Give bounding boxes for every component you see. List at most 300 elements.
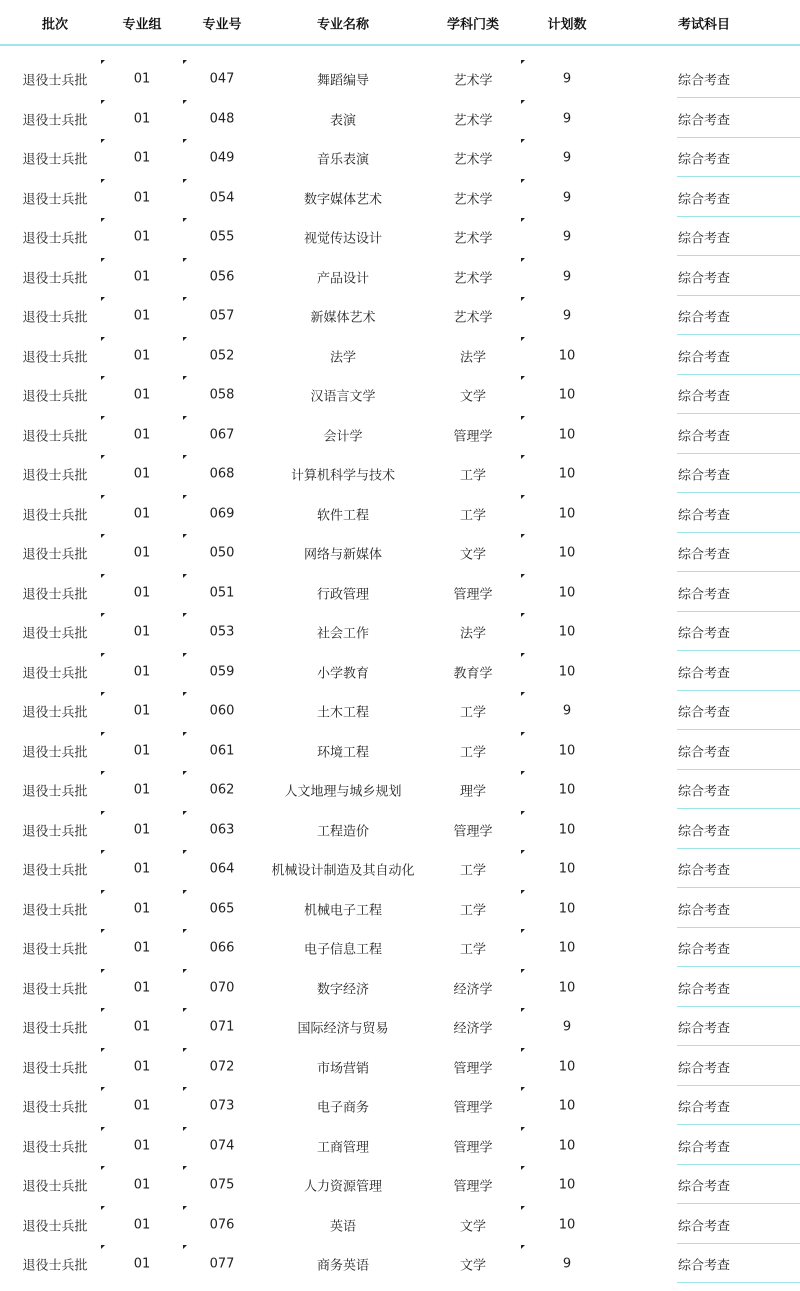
cell-plan: 10 (558, 743, 576, 758)
cell-major-name: 汉语言文学 (310, 389, 376, 405)
cell-group: 01 (133, 1059, 151, 1074)
cell-corner-marker (183, 139, 187, 143)
cell-plan: 10 (558, 466, 576, 482)
cell-plan: 10 (558, 348, 576, 363)
cell-major-code: 074 (209, 1138, 235, 1153)
row-divider (677, 295, 800, 296)
cell-major-name: 国际经济与贸易 (297, 1021, 389, 1037)
cell-corner-marker (183, 574, 187, 578)
cell-subject: 综合考查 (677, 468, 731, 484)
row-divider (677, 650, 800, 651)
cell-plan: 9 (562, 150, 572, 166)
cell-category: 艺术学 (453, 310, 493, 326)
cell-subject: 综合考查 (677, 508, 731, 523)
cell-major-code: 070 (209, 980, 235, 995)
cell-corner-marker (521, 337, 525, 341)
table-row (0, 139, 800, 179)
cell-plan: 10 (558, 1177, 576, 1193)
cell-major-name: 视觉传达设计 (303, 231, 383, 247)
cell-corner-marker (521, 179, 525, 183)
cell-plan: 10 (558, 545, 576, 561)
cell-corner-marker (183, 258, 187, 262)
cell-batch: 退役士兵批 (22, 1219, 88, 1234)
cell-corner-marker (101, 732, 105, 736)
table-row (0, 732, 800, 772)
cell-group: 01 (133, 1177, 151, 1193)
cell-major-name: 表演 (329, 113, 357, 128)
cell-subject: 综合考查 (677, 1061, 731, 1076)
cell-corner-marker (101, 771, 105, 775)
cell-major-name: 电子信息工程 (303, 942, 383, 958)
cell-corner-marker (183, 1206, 187, 1210)
cell-plan: 10 (558, 664, 576, 679)
cell-major-name: 行政管理 (316, 587, 370, 602)
cell-category: 艺术学 (453, 73, 493, 89)
cell-major-name: 小学教育 (316, 666, 370, 681)
cell-group: 01 (133, 229, 151, 245)
cell-corner-marker (101, 929, 105, 933)
table-row (0, 653, 800, 693)
cell-category: 管理学 (453, 587, 493, 602)
cell-corner-marker (521, 890, 525, 894)
cell-batch: 退役士兵批 (22, 903, 88, 918)
header-plan: 计划数 (547, 17, 587, 33)
cell-corner-marker (101, 100, 105, 104)
cell-major-code: 056 (209, 269, 235, 284)
cell-corner-marker (183, 534, 187, 538)
cell-corner-marker (521, 1127, 525, 1131)
cell-category: 工学 (459, 468, 487, 484)
cell-batch: 退役士兵批 (22, 231, 88, 247)
row-divider (677, 413, 800, 414)
cell-batch: 退役士兵批 (22, 1179, 88, 1195)
cell-group: 01 (133, 901, 151, 916)
cell-major-name: 机械设计制造及其自动化 (271, 863, 415, 879)
cell-subject: 综合考查 (677, 587, 731, 602)
cell-subject: 综合考查 (677, 824, 731, 839)
row-divider (677, 611, 800, 612)
cell-group: 01 (133, 1217, 151, 1232)
cell-category: 文学 (459, 389, 487, 405)
cell-plan: 9 (562, 111, 572, 126)
cell-subject: 综合考查 (677, 1258, 731, 1274)
cell-batch: 退役士兵批 (22, 429, 88, 444)
cell-subject: 综合考查 (677, 705, 731, 721)
row-divider (677, 1006, 800, 1007)
cell-major-name: 数字媒体艺术 (303, 192, 383, 207)
cell-category: 艺术学 (453, 231, 493, 247)
cell-group: 01 (133, 1256, 151, 1272)
cell-batch: 退役士兵批 (22, 192, 88, 207)
cell-major-code: 071 (209, 1019, 235, 1035)
cell-group: 01 (133, 624, 151, 640)
cell-group: 01 (133, 703, 151, 719)
table-row (0, 1245, 800, 1285)
cell-corner-marker (521, 1166, 525, 1170)
cell-subject: 综合考查 (677, 113, 731, 128)
cell-subject: 综合考查 (677, 1021, 731, 1037)
cell-plan: 9 (562, 269, 572, 284)
cell-batch: 退役士兵批 (22, 942, 88, 958)
cell-plan: 9 (562, 229, 572, 245)
cell-corner-marker (521, 692, 525, 696)
cell-corner-marker (521, 218, 525, 222)
cell-major-name: 人文地理与城乡规划 (284, 784, 402, 800)
cell-subject: 综合考查 (677, 666, 731, 681)
row-divider (677, 334, 800, 335)
cell-group: 01 (133, 387, 151, 403)
header-batch: 批次 (41, 17, 69, 33)
cell-corner-marker (183, 850, 187, 854)
cell-major-name: 人力资源管理 (303, 1179, 383, 1195)
table-row (0, 1087, 800, 1127)
cell-category: 艺术学 (453, 152, 493, 168)
cell-batch: 退役士兵批 (22, 73, 88, 89)
cell-corner-marker (183, 653, 187, 657)
cell-major-code: 065 (209, 901, 235, 916)
cell-major-code: 047 (209, 71, 235, 87)
table-row (0, 495, 800, 535)
cell-corner-marker (183, 1245, 187, 1249)
cell-plan: 10 (558, 901, 576, 916)
row-divider (677, 1203, 800, 1204)
cell-corner-marker (521, 297, 525, 301)
cell-group: 01 (133, 308, 151, 324)
cell-corner-marker (183, 376, 187, 380)
cell-corner-marker (101, 653, 105, 657)
cell-corner-marker (521, 653, 525, 657)
cell-corner-marker (183, 337, 187, 341)
cell-category: 法学 (459, 626, 487, 642)
table-row (0, 890, 800, 930)
cell-corner-marker (101, 218, 105, 222)
cell-corner-marker (183, 1166, 187, 1170)
cell-plan: 10 (558, 427, 576, 442)
cell-group: 01 (133, 545, 151, 561)
table-row (0, 60, 800, 100)
table-row (0, 337, 800, 377)
cell-corner-marker (101, 692, 105, 696)
cell-corner-marker (101, 1127, 105, 1131)
table-row (0, 297, 800, 337)
cell-corner-marker (101, 1008, 105, 1012)
header-major-name: 专业名称 (316, 17, 370, 33)
cell-major-code: 073 (209, 1098, 235, 1114)
cell-corner-marker (521, 455, 525, 459)
cell-major-code: 061 (209, 743, 235, 758)
table-row (0, 1048, 800, 1088)
cell-group: 01 (133, 150, 151, 166)
cell-major-code: 075 (209, 1177, 235, 1193)
cell-corner-marker (101, 1087, 105, 1091)
cell-category: 文学 (459, 1219, 487, 1234)
cell-category: 艺术学 (453, 113, 493, 128)
table-row (0, 179, 800, 219)
cell-plan: 10 (558, 822, 576, 837)
cell-major-name: 产品设计 (316, 271, 370, 286)
cell-major-code: 077 (209, 1256, 235, 1272)
cell-plan: 10 (558, 506, 576, 521)
cell-plan: 10 (558, 940, 576, 956)
row-divider (677, 729, 800, 730)
cell-major-code: 064 (209, 861, 235, 877)
table-row (0, 574, 800, 614)
cell-major-code: 068 (209, 466, 235, 482)
cell-major-name: 商务英语 (316, 1258, 370, 1274)
cell-subject: 综合考查 (677, 942, 731, 958)
cell-major-name: 机械电子工程 (303, 903, 383, 918)
cell-batch: 退役士兵批 (22, 389, 88, 405)
cell-corner-marker (521, 60, 525, 64)
cell-plan: 9 (562, 703, 572, 719)
table-row (0, 850, 800, 890)
cell-group: 01 (133, 269, 151, 284)
cell-corner-marker (183, 1008, 187, 1012)
cell-category: 工学 (459, 745, 487, 760)
cell-major-code: 058 (209, 387, 235, 403)
cell-batch: 退役士兵批 (22, 152, 88, 168)
cell-batch: 退役士兵批 (22, 468, 88, 484)
cell-subject: 综合考查 (677, 152, 731, 168)
cell-subject: 综合考查 (677, 271, 731, 286)
table-row (0, 969, 800, 1009)
cell-plan: 9 (562, 190, 572, 205)
cell-major-name: 数字经济 (316, 982, 370, 997)
row-divider (677, 1085, 800, 1086)
row-divider (677, 966, 800, 967)
cell-category: 工学 (459, 942, 487, 958)
cell-corner-marker (521, 1008, 525, 1012)
cell-major-code: 049 (209, 150, 235, 166)
cell-corner-marker (101, 1048, 105, 1052)
cell-plan: 10 (558, 861, 576, 877)
cell-corner-marker (101, 376, 105, 380)
cell-group: 01 (133, 111, 151, 126)
cell-corner-marker (521, 732, 525, 736)
row-divider (677, 453, 800, 454)
cell-major-code: 062 (209, 782, 235, 798)
cell-corner-marker (521, 495, 525, 499)
cell-major-name: 英语 (329, 1219, 357, 1234)
table-row (0, 218, 800, 258)
table-row (0, 416, 800, 456)
cell-plan: 10 (558, 1138, 576, 1153)
cell-group: 01 (133, 861, 151, 877)
table-row (0, 376, 800, 416)
cell-major-code: 076 (209, 1217, 235, 1232)
cell-corner-marker (101, 258, 105, 262)
cell-corner-marker (101, 139, 105, 143)
cell-subject: 综合考查 (677, 547, 731, 563)
row-divider (677, 927, 800, 928)
cell-corner-marker (183, 969, 187, 973)
cell-major-code: 057 (209, 308, 235, 324)
row-divider (677, 532, 800, 533)
cell-group: 01 (133, 348, 151, 363)
cell-plan: 10 (558, 980, 576, 995)
cell-major-code: 055 (209, 229, 235, 245)
cell-corner-marker (183, 929, 187, 933)
cell-corner-marker (183, 495, 187, 499)
cell-group: 01 (133, 782, 151, 798)
cell-subject: 综合考查 (677, 982, 731, 997)
cell-category: 管理学 (453, 1140, 493, 1155)
row-divider (677, 97, 800, 98)
cell-plan: 10 (558, 1217, 576, 1232)
table-row (0, 100, 800, 140)
cell-major-name: 计算机科学与技术 (290, 468, 396, 484)
row-divider (677, 1243, 800, 1244)
cell-corner-marker (521, 100, 525, 104)
cell-group: 01 (133, 585, 151, 600)
cell-corner-marker (101, 179, 105, 183)
cell-group: 01 (133, 1098, 151, 1114)
cell-corner-marker (521, 1087, 525, 1091)
cell-subject: 综合考查 (677, 231, 731, 247)
cell-category: 工学 (459, 705, 487, 721)
cell-group: 01 (133, 190, 151, 205)
cell-category: 管理学 (453, 1179, 493, 1195)
cell-corner-marker (521, 929, 525, 933)
cell-subject: 综合考查 (677, 745, 731, 760)
cell-subject: 综合考查 (677, 389, 731, 405)
cell-category: 理学 (459, 784, 487, 800)
cell-subject: 综合考查 (677, 903, 731, 918)
cell-batch: 退役士兵批 (22, 982, 88, 997)
cell-category: 经济学 (453, 982, 493, 997)
cell-corner-marker (183, 455, 187, 459)
cell-group: 01 (133, 466, 151, 482)
cell-category: 工学 (459, 863, 487, 879)
cell-corner-marker (101, 613, 105, 617)
row-divider (677, 690, 800, 691)
cell-group: 01 (133, 940, 151, 956)
cell-category: 艺术学 (453, 192, 493, 207)
cell-subject: 综合考查 (677, 429, 731, 444)
cell-major-name: 舞蹈编导 (316, 73, 370, 89)
cell-subject: 综合考查 (677, 1219, 731, 1234)
cell-category: 管理学 (453, 1100, 493, 1116)
cell-batch: 退役士兵批 (22, 626, 88, 642)
cell-plan: 10 (558, 1098, 576, 1114)
cell-major-code: 054 (209, 190, 235, 205)
cell-corner-marker (101, 1245, 105, 1249)
cell-corner-marker (101, 337, 105, 341)
cell-major-name: 市场营销 (316, 1061, 370, 1076)
row-divider (677, 176, 800, 177)
cell-corner-marker (183, 60, 187, 64)
cell-corner-marker (183, 732, 187, 736)
cell-corner-marker (101, 495, 105, 499)
cell-major-name: 会计学 (323, 429, 363, 444)
cell-batch: 退役士兵批 (22, 508, 88, 523)
cell-group: 01 (133, 71, 151, 87)
table-row (0, 613, 800, 653)
cell-major-code: 048 (209, 111, 235, 126)
cell-group: 01 (133, 980, 151, 995)
cell-batch: 退役士兵批 (22, 784, 88, 800)
row-divider (677, 492, 800, 493)
cell-corner-marker (183, 218, 187, 222)
cell-corner-marker (101, 1206, 105, 1210)
cell-major-code: 066 (209, 940, 235, 956)
row-divider (677, 137, 800, 138)
cell-plan: 9 (562, 308, 572, 324)
cell-category: 经济学 (453, 1021, 493, 1037)
cell-major-name: 土木工程 (316, 705, 370, 721)
table-row (0, 1166, 800, 1206)
cell-subject: 综合考查 (677, 626, 731, 642)
header-subject: 考试科目 (677, 17, 731, 33)
cell-group: 01 (133, 664, 151, 679)
cell-subject: 综合考查 (677, 192, 731, 207)
cell-category: 法学 (459, 350, 487, 365)
cell-major-name: 法学 (329, 350, 357, 365)
cell-group: 01 (133, 822, 151, 837)
cell-corner-marker (183, 811, 187, 815)
cell-major-code: 052 (209, 348, 235, 363)
cell-corner-marker (521, 850, 525, 854)
cell-batch: 退役士兵批 (22, 1061, 88, 1076)
cell-corner-marker (101, 811, 105, 815)
cell-major-name: 社会工作 (316, 626, 370, 642)
cell-corner-marker (521, 613, 525, 617)
cell-major-code: 050 (209, 545, 235, 561)
cell-corner-marker (521, 139, 525, 143)
table-row (0, 929, 800, 969)
cell-corner-marker (101, 416, 105, 420)
cell-batch: 退役士兵批 (22, 271, 88, 286)
cell-major-name: 软件工程 (316, 508, 370, 523)
cell-batch: 退役士兵批 (22, 824, 88, 839)
cell-corner-marker (521, 811, 525, 815)
cell-category: 文学 (459, 1258, 487, 1274)
cell-corner-marker (521, 574, 525, 578)
cell-major-code: 051 (209, 585, 235, 600)
cell-corner-marker (183, 297, 187, 301)
cell-major-code: 063 (209, 822, 235, 837)
cell-corner-marker (521, 258, 525, 262)
cell-corner-marker (101, 890, 105, 894)
cell-category: 教育学 (453, 666, 493, 681)
cell-major-name: 网络与新媒体 (303, 547, 383, 563)
table-row (0, 258, 800, 298)
cell-corner-marker (101, 534, 105, 538)
row-divider (677, 1045, 800, 1046)
cell-corner-marker (521, 771, 525, 775)
cell-corner-marker (183, 613, 187, 617)
table-row (0, 1008, 800, 1048)
cell-corner-marker (521, 1048, 525, 1052)
cell-corner-marker (183, 179, 187, 183)
cell-corner-marker (521, 1245, 525, 1249)
cell-corner-marker (521, 534, 525, 538)
cell-corner-marker (183, 692, 187, 696)
cell-plan: 9 (562, 1256, 572, 1272)
cell-major-name: 环境工程 (316, 745, 370, 760)
table-row (0, 1206, 800, 1246)
cell-major-code: 059 (209, 664, 235, 679)
table-row (0, 811, 800, 851)
cell-batch: 退役士兵批 (22, 1140, 88, 1155)
cell-category: 管理学 (453, 1061, 493, 1076)
table-header (0, 0, 800, 46)
cell-plan: 10 (558, 624, 576, 640)
cell-plan: 10 (558, 782, 576, 798)
cell-subject: 综合考查 (677, 350, 731, 365)
row-divider (677, 887, 800, 888)
cell-batch: 退役士兵批 (22, 705, 88, 721)
